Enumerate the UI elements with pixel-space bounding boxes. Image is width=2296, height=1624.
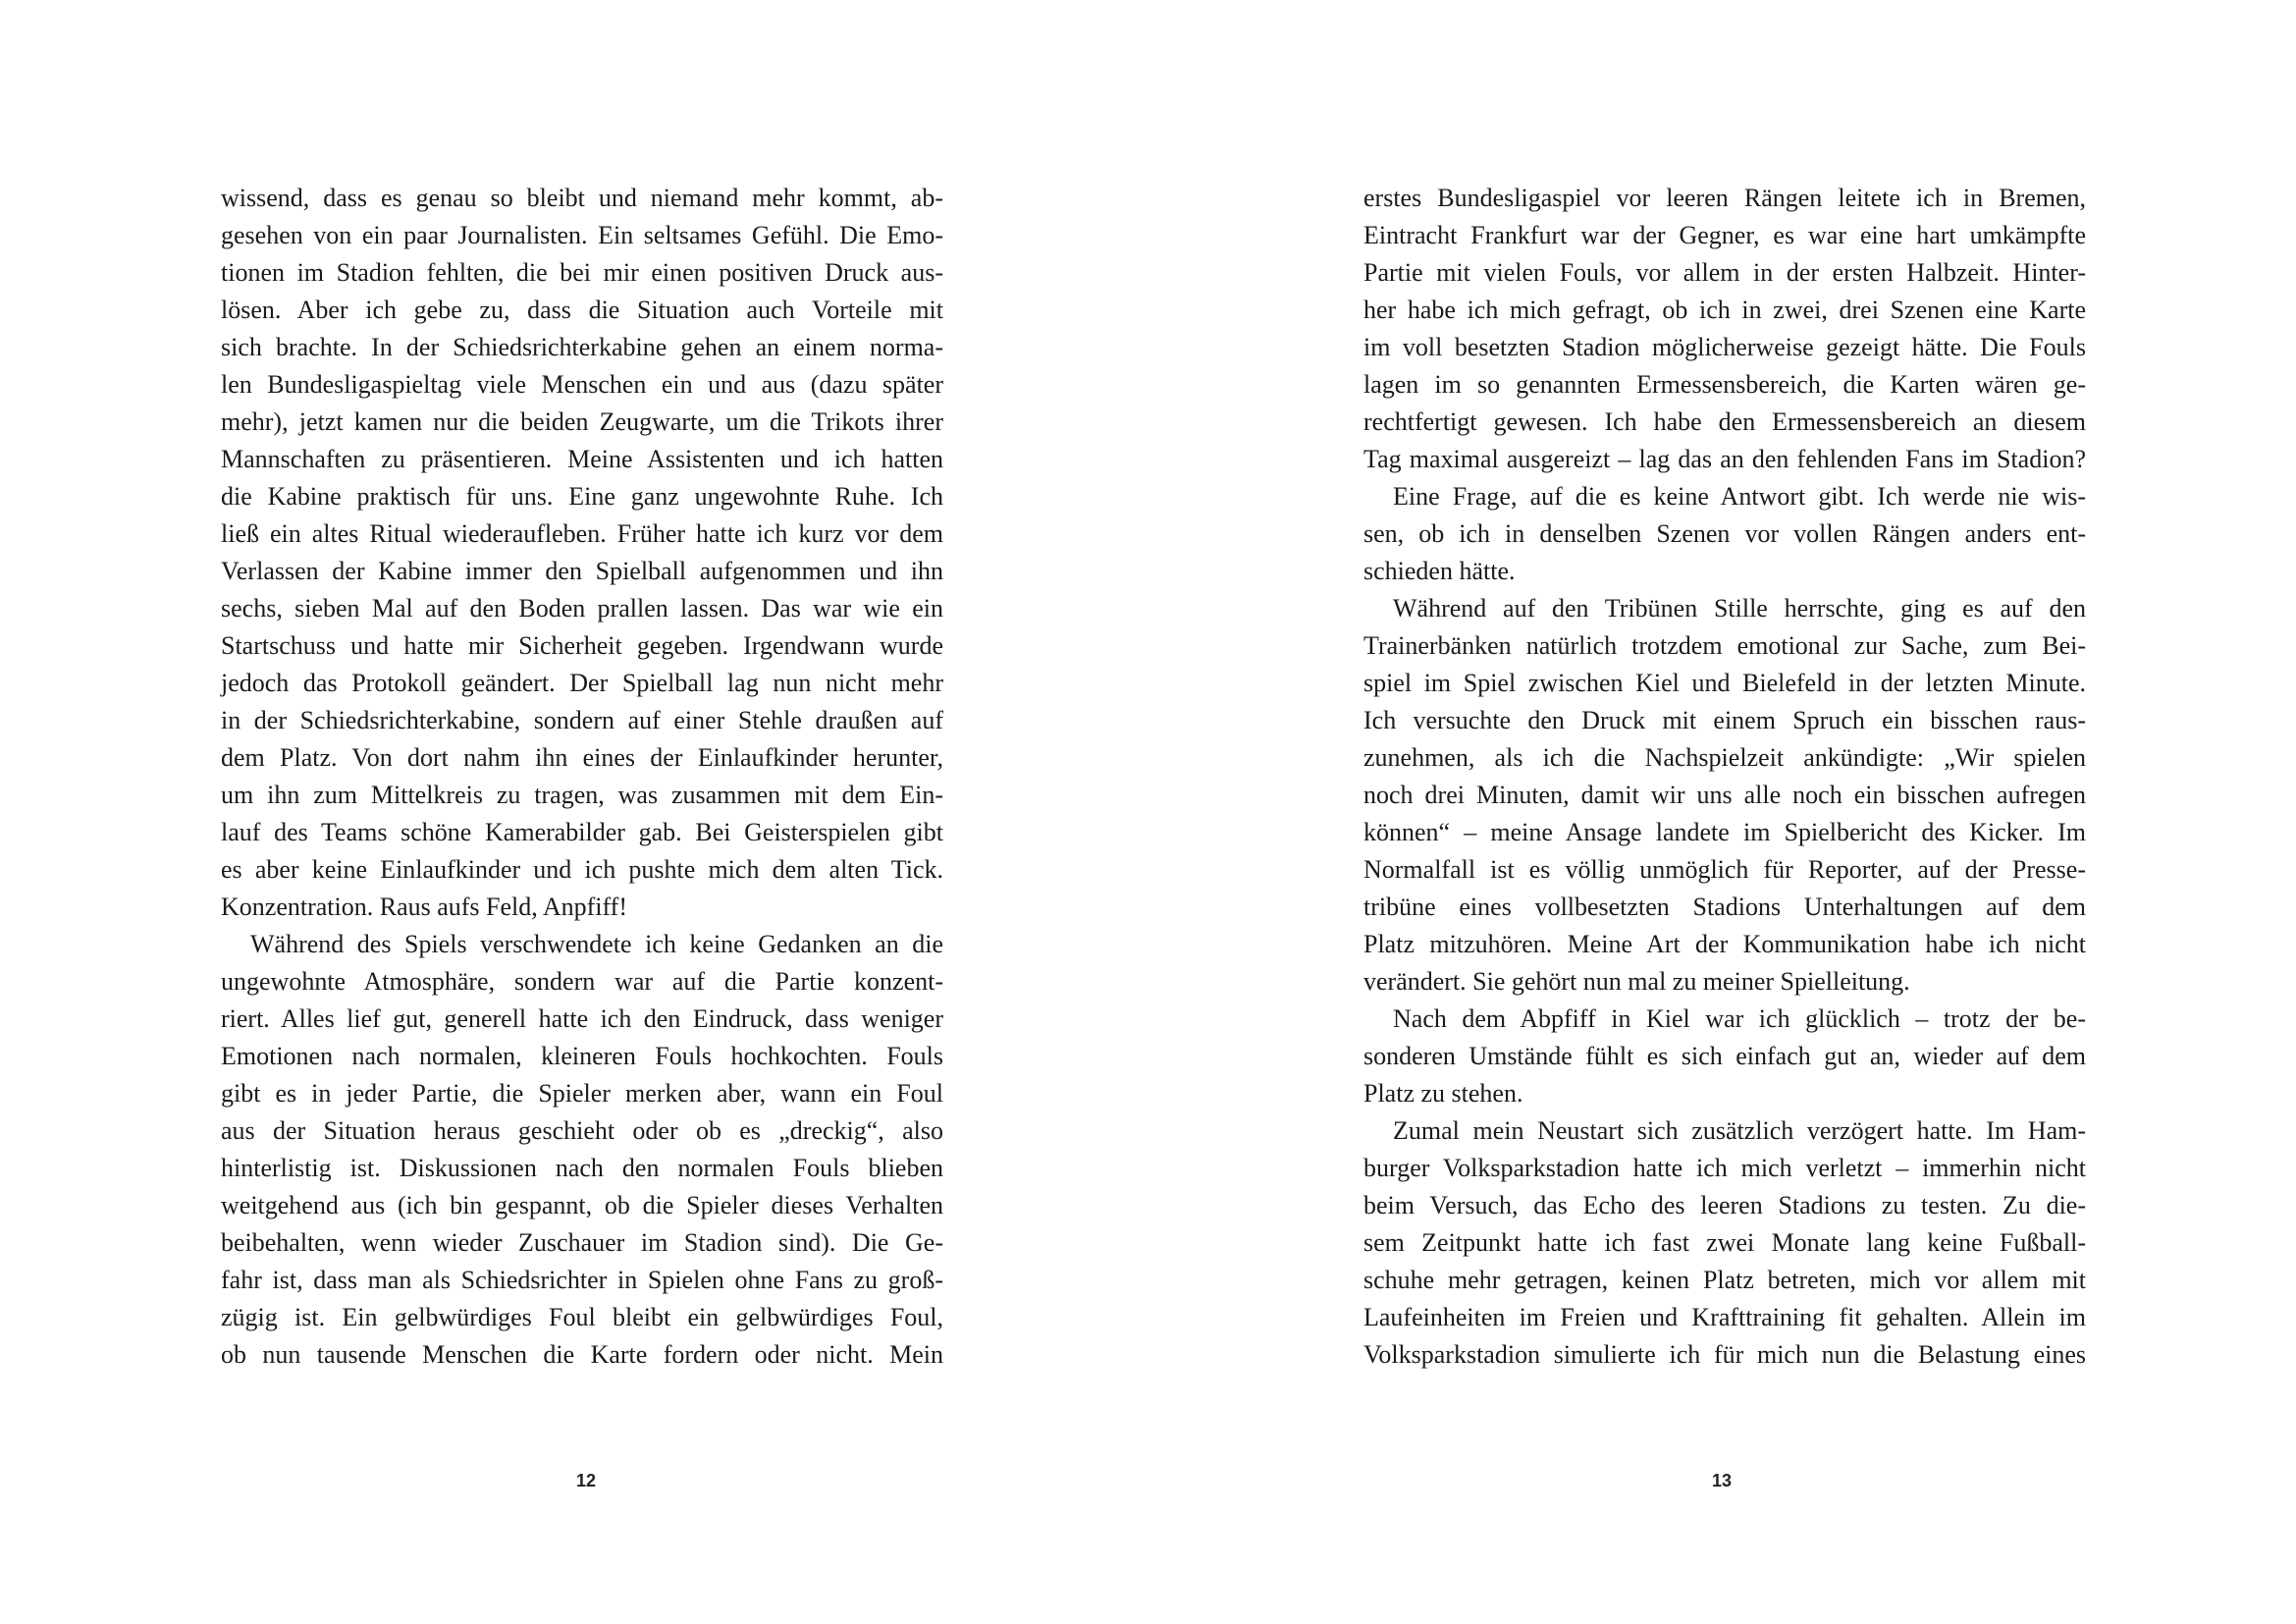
text-line: ließ ein altes Ritual wiederaufleben. Früher hatte ich kurz vor dem <box>221 519 943 548</box>
page-number: 13 <box>1712 1471 1733 1490</box>
text-line: Tag maximal ausgereizt – lag das an den fehlenden Fans im Stadion? <box>1363 445 2086 473</box>
text-line: burger Volksparkstadion hatte ich mich verletzt – immerhin nicht <box>1363 1154 2086 1182</box>
text-line: gesehen von ein paar Journalisten. Ein seltsames Gefühl. Die Emo- <box>221 221 943 249</box>
text-line: es aber keine Einlaufkinder und ich pushte mich dem alten Tick. <box>221 855 943 884</box>
text-line: die Kabine praktisch für uns. Eine ganz ungewohnte Ruhe. Ich <box>221 482 943 511</box>
text-line: Laufeinheiten im Freien und Krafttraining fit gehalten. Allein im <box>1363 1303 2086 1331</box>
text-line: spiel im Spiel zwischen Kiel und Bielefeld in der letzten Minute. <box>1363 669 2086 697</box>
text-line: Während auf den Tribünen Stille herrschte, ging es auf den <box>1393 594 2086 623</box>
text-line: her habe ich mich gefragt, ob ich in zwei, drei Szenen eine Karte <box>1363 296 2086 324</box>
text-line: schieden hätte. <box>1363 557 1516 585</box>
text-line: riert. Alles lief gut, generell hatte ich den Eindruck, dass weniger <box>221 1004 943 1033</box>
text-line: Mannschaften zu präsentieren. Meine Assistenten und ich hatten <box>221 445 943 473</box>
text-line: Startschuss und hatte mir Sicherheit gegeben. Irgendwann wurde <box>221 631 943 660</box>
text-line: wissend, dass es genau so bleibt und niemand mehr kommt, ab- <box>221 184 943 212</box>
text-line: in der Schiedsrichterkabine, sondern auf einer Stehle draußen auf <box>221 706 943 734</box>
text-line: Partie mit vielen Fouls, vor allem in der ersten Halbzeit. Hinter- <box>1363 258 2086 287</box>
text-line: mehr), jetzt kamen nur die beiden Zeugwarte, um die Trikots ihrer <box>221 407 943 436</box>
text-line: ungewohnte Atmosphäre, sondern war auf die Partie konzent- <box>221 967 943 996</box>
text-line: tribüne eines vollbesetzten Stadions Unterhaltungen auf dem <box>1363 893 2086 921</box>
text-line: Eintracht Frankfurt war der Gegner, es war eine hart umkämpfte <box>1363 221 2086 249</box>
left-page-text <box>221 180 943 1374</box>
text-line: sich brachte. In der Schiedsrichterkabine gehen an einem norma- <box>221 333 943 361</box>
text-line: sonderen Umstände fühlt es sich einfach gut an, wieder auf dem <box>1363 1042 2086 1070</box>
text-line: im voll besetzten Stadion möglicherweise gezeigt hätte. Die Fouls <box>1363 333 2086 361</box>
right-page-text <box>1363 180 2086 1374</box>
text-line: fahr ist, dass man als Schiedsrichter in Spielen ohne Fans zu groß- <box>221 1266 943 1294</box>
text-line: jedoch das Protokoll geändert. Der Spielball lag nun nicht mehr <box>221 669 943 697</box>
text-line: erstes Bundesligaspiel vor leeren Rängen leitete ich in Bremen, <box>1363 184 2086 212</box>
text-line: sem Zeitpunkt hatte ich fast zwei Monate lang keine Fußball- <box>1363 1228 2086 1257</box>
text-line: sechs, sieben Mal auf den Boden prallen lassen. Das war wie ein <box>221 594 943 623</box>
text-line: beim Versuch, das Echo des leeren Stadions zu testen. Zu die- <box>1363 1191 2086 1219</box>
text-line: ob nun tausende Menschen die Karte fordern oder nicht. Mein <box>221 1340 943 1369</box>
page-number: 12 <box>576 1471 597 1490</box>
text-line: Platz mitzuhören. Meine Art der Kommunikation habe ich nicht <box>1363 930 2086 958</box>
text-line: Ich versuchte den Druck mit einem Spruch ein bisschen raus- <box>1363 706 2086 734</box>
text-line: lösen. Aber ich gebe zu, dass die Situation auch Vorteile mit <box>221 296 943 324</box>
text-line: hinterlistig ist. Diskussionen nach den normalen Fouls blieben <box>221 1154 943 1182</box>
text-line: lagen im so genannten Ermessensbereich, die Karten wären ge- <box>1363 370 2086 399</box>
text-line: Nach dem Abpfiff in Kiel war ich glücklich – trotz der be- <box>1393 1004 2086 1033</box>
text-line: zunehmen, als ich die Nachspielzeit ankündigte: „Wir spielen <box>1363 743 2086 772</box>
text-line: können“ – meine Ansage landete im Spielbericht des Kicker. Im <box>1363 818 2086 846</box>
text-line: rechtfertigt gewesen. Ich habe den Ermessensbereich an diesem <box>1363 407 2086 436</box>
text-line: len Bundesligaspieltag viele Menschen ein und aus (dazu später <box>221 370 943 399</box>
text-line: weitgehend aus (ich bin gespannt, ob die Spieler dieses Verhalten <box>221 1191 943 1219</box>
text-line: Während des Spiels verschwendete ich keine Gedanken an die <box>250 930 943 958</box>
text-line: Zumal mein Neustart sich zusätzlich verzögert hatte. Im Ham- <box>1393 1116 2086 1145</box>
text-line: verändert. Sie gehört nun mal zu meiner Spielleitung. <box>1363 967 1910 996</box>
text-line: Platz zu stehen. <box>1363 1079 1523 1108</box>
text-line: dem Platz. Von dort nahm ihn eines der Einlaufkinder herunter, <box>221 743 943 772</box>
text-line: noch drei Minuten, damit wir uns alle noch ein bisschen aufregen <box>1363 781 2086 809</box>
text-line: Konzentration. Raus aufs Feld, Anpfiff! <box>221 893 627 921</box>
text-line: um ihn zum Mittelkreis zu tragen, was zusammen mit dem Ein- <box>221 781 943 809</box>
text-line: Normalfall ist es völlig unmöglich für Reporter, auf der Presse- <box>1363 855 2086 884</box>
text-line: Trainerbänken natürlich trotzdem emotional zur Sache, zum Bei- <box>1363 631 2086 660</box>
text-line: aus der Situation heraus geschieht oder ob es „dreckig“, also <box>221 1116 943 1145</box>
text-line: Eine Frage, auf die es keine Antwort gibt. Ich werde nie wis- <box>1393 482 2086 511</box>
text-line: schuhe mehr getragen, keinen Platz betreten, mich vor allem mit <box>1363 1266 2086 1294</box>
text-line: Verlassen der Kabine immer den Spielball aufgenommen und ihn <box>221 557 943 585</box>
text-line: Volksparkstadion simulierte ich für mich nun die Belastung eines <box>1363 1340 2086 1369</box>
text-line: tionen im Stadion fehlten, die bei mir einen positiven Druck aus- <box>221 258 943 287</box>
text-line: sen, ob ich in denselben Szenen vor vollen Rängen anders ent- <box>1363 519 2086 548</box>
text-line: zügig ist. Ein gelbwürdiges Foul bleibt ein gelbwürdiges Foul, <box>221 1303 943 1331</box>
right-page <box>1148 0 2296 1624</box>
text-line: lauf des Teams schöne Kamerabilder gab. Bei Geisterspielen gibt <box>221 818 943 846</box>
text-line: Emotionen nach normalen, kleineren Fouls hochkochten. Fouls <box>221 1042 943 1070</box>
text-line: gibt es in jeder Partie, die Spieler merken aber, wann ein Foul <box>221 1079 943 1108</box>
text-line: beibehalten, wenn wieder Zuschauer im Stadion sind). Die Ge- <box>221 1228 943 1257</box>
